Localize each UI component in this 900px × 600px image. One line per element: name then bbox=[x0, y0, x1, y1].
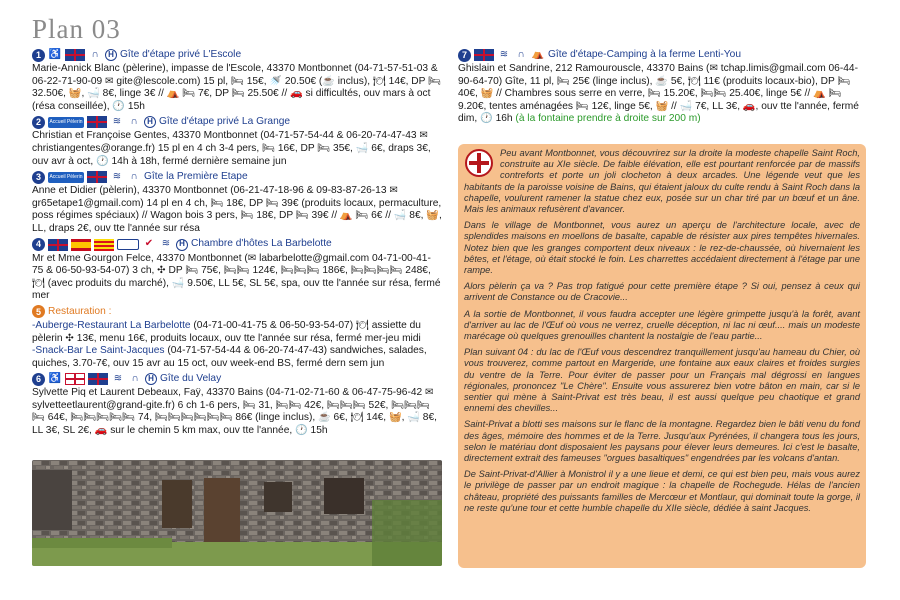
entry-1 bbox=[32, 48, 442, 113]
h-circle-icon: H bbox=[144, 116, 156, 128]
entry-details: Marie-Annick Blanc (pèlerine), impasse de l'Escole, 43370 Montbonnet (04-71-57-51-03 & 06-22-71-90-09 ✉ gite@lescole.com) 15 pl, 🛏 15€, 🚿 20.50€ (☕ inclus), 🍽 14€, DP 🛏 32.50€, 🧺, 🛁 8€, linge 3€ // ⛺ 🛏 7€, DP 🛏 25.50€ // 🚗 si difficultés, ouv mars à oct (résa conseillée), 🕐 15h bbox=[32, 63, 442, 112]
horseshoe-icon: ∩ bbox=[91, 48, 99, 60]
wifi-icon: ≋ bbox=[112, 116, 122, 128]
narrative-paragraph: Dans le village de Montbonnet, vous aurez un aperçu de l'architecture locale, avec de splendides maisons en moellons de basalte, capable de résister aux pires tempêtes hivernales. Notez bien que les granges comportent deux niveaux : le rez-de-chaussée, où hivernaient les bêtes, et l'étage, où était stocké le foin. Les charrettes accédaient directement à l'étage par une rampe. bbox=[464, 220, 860, 276]
entry-name: Gîte d'étape-Camping à la ferme Lenti-You bbox=[548, 48, 741, 60]
credit-card-icon bbox=[117, 239, 139, 250]
entry-2 bbox=[32, 115, 442, 168]
village-photo bbox=[32, 460, 442, 566]
uk-flag-icon bbox=[48, 239, 68, 251]
entry-details bbox=[458, 63, 866, 126]
uk-flag-icon bbox=[87, 171, 107, 183]
wheelchair-icon: ♿ bbox=[48, 48, 62, 60]
h-circle-icon: H bbox=[145, 373, 157, 385]
entry-name: Gîte du Velay bbox=[160, 372, 222, 384]
narrative-paragraph: Plan suivant 04 : du lac de l'Œuf vous descendrez tranquillement jusqu'au hameau du Chier, où vous trouverez, comme partout en Margeride, une fontaine aux eaux claires et froides surgies du ventre de la Terre. Pour éviter de passer pour un Français mal dégrossi en langues régionales, prononcez "Le Chère". Ensuite vous assurerez bien votre bâton en main, car si le sentier qui mène à Saint-Privat est très beau, il est aussi quelque peu chaotique et grand ennemi des chevilles... bbox=[464, 347, 860, 414]
h-circle-icon: H bbox=[105, 49, 117, 61]
restaurant-name: -Auberge-Restaurant La Barbelotte bbox=[32, 319, 191, 331]
uk-flag-icon bbox=[87, 116, 107, 128]
left-column bbox=[32, 48, 442, 440]
wheelchair-icon: ♿ bbox=[48, 372, 62, 384]
number-badge: 3 bbox=[32, 171, 45, 184]
entry-7 bbox=[458, 48, 866, 126]
horseshoe-icon: ∩ bbox=[131, 372, 139, 384]
number-badge: 2 bbox=[32, 116, 45, 129]
wifi-icon: ≋ bbox=[112, 170, 122, 182]
entry-details: Sylvette Piq et Laurent Debeaux, Faÿ, 43370 Bains (04-71-02-71-60 & 06-47-75-96-42 ✉ sylvetteetlaurent@grand-gite.fr) 6 ch 1-6 pers, 🛏 31, 🛏🛏 42€, 🛏🛏🛏 52€, 🛏🛏🛏🛏 64€, 🛏🛏🛏🛏🛏 74, 🛏🛏🛏🛏🛏🛏 86€ (linge inclus), ☕ 6€, 🍽 14€, 🧺, 🛁 8€, LL 3€, SL 2€, 🚗 sur le chemin 5 km max, ouv tte l'année, 🕐 15h bbox=[32, 387, 437, 437]
entry-6-header bbox=[32, 372, 442, 386]
spain-flag-icon bbox=[71, 239, 91, 251]
narrative-paragraph: A la sortie de Montbonnet, il vous faudra accepter une légère grimpette jusqu'à la forêt, avant d'arriver au lac de l'Œuf où vous ne verrez, cruelle déception, ni lac ni œuf.... mais un modeste marécage où quelques grenouilles chantent la nostalgie de l'eau partie... bbox=[464, 308, 860, 342]
number-badge: 6 bbox=[32, 373, 45, 386]
entry-7-header bbox=[458, 48, 866, 62]
narrative-text: Peu avant Montbonnet, vous découvrirez sur la droite la modeste chapelle Saint Roch, construite au XIe siècle. De faible élévation, elle est pourtant renforcée par de massifs contreforts et porte un joli clocheton à deux arcades. Une légende veut que les habitants de la paroisse voisine de Bains, qui étaient jaloux du culte rendu à Saint Roch dans la chapelle, voulurent ramener la statue chez eux, posée sur un char tiré par un bœuf et un âne. Mais les animaux refusèrent d'avancer. bbox=[464, 148, 860, 215]
narrative-paragraph: Alors pèlerin ça va ? Pas trop fatigué pour cette première étape ? Si oui, pensez à ceux qui arrivent de Constance ou de Cracovie... bbox=[464, 281, 860, 303]
stone-house-image bbox=[32, 460, 442, 566]
restaurant-details: (04-71-57-54-44 & 06-20-74-47-43) sandwiches, salades, quiches, 3.70-7€, ouv 15 avr au 15 oct, ouv week-end BS, fermé dern sem jun bbox=[32, 345, 427, 369]
entry-name: Gîte la Première Etape bbox=[144, 170, 248, 182]
guernsey-flag-icon bbox=[65, 373, 85, 385]
entry-4-header bbox=[32, 238, 442, 252]
entry-3-header bbox=[32, 170, 442, 184]
horseshoe-icon: ∩ bbox=[517, 48, 525, 60]
catalonia-flag-icon bbox=[94, 239, 114, 251]
accueil-pelerin-badge: Accueil Pèlerin bbox=[48, 172, 84, 183]
restaurant-details: (04-71-00-41-75 & 06-50-93-54-07) 🍽 assiette du pèlerin ✣ 13€, menu 16€, produits locaux, ouv tte l'année sur résa, fermé mer-jeu midi bbox=[32, 319, 421, 344]
restauration-heading: Restauration : bbox=[48, 305, 112, 317]
uk-flag-icon bbox=[474, 49, 494, 61]
entry-name: Gîte d'étape privé La Grange bbox=[159, 116, 291, 128]
narrative-paragraph: De Saint-Privat-d'Allier à Monistrol il y a une lieue et demi, ce qui est bien peu, mais vous aurez le privilège de passer par un endroit magique : la chapelle de Rochegude. Hélas de l'ancien château, propriété des puissants familles de Mercœur et Montlaur, qui dominait toute la gorge, il ne reste qu'une tour et cette humble chapelle du XIIe siècle, dédiée à saint Jacques. bbox=[464, 469, 860, 513]
entry-4 bbox=[32, 238, 442, 303]
entry-name: Gîte d'étape privé L'Escole bbox=[120, 48, 242, 60]
wifi-icon: ≋ bbox=[499, 48, 509, 60]
accueil-pelerin-badge: Accueil Pèlerin bbox=[48, 117, 84, 128]
number-badge: 7 bbox=[458, 49, 471, 62]
saint-jacques-emblem-icon bbox=[464, 148, 494, 178]
number-badge: 4 bbox=[32, 238, 45, 251]
entry-details: Mr et Mme Gourgon Felce, 43370 Montbonnet (✉ labarbelotte@gmail.com 04-71-00-41-75 & 06-50-93-54-07) 3 ch, ✣ DP 🛏 75€, 🛏🛏 124€, 🛏🛏🛏 186€, 🛏🛏🛏🛏 248€, 🍽 (avec produits du marché), 🛁 9.50€, LL 5€, SL 5€, spa, ouv tte l'année sur résa, fermé mer bbox=[32, 252, 441, 302]
narrative-paragraph: Saint-Privat a blotti ses maisons sur le flanc de la montagne. Regardez bien le bâti venu du fond des âges, mémoire des hommes et de la Terre. Jusqu'aux Pyrénées, il changera tous les jours, selon le matériau dont disposaient les paysans pour élever leurs demeures. Ici c'est le basalte, directement extrait des fameuses "orgues basaltiques" engendrées par les volcans d'antan. bbox=[464, 419, 860, 464]
entry-5-header bbox=[32, 305, 442, 319]
narrative-paragraph bbox=[464, 148, 860, 215]
entry-details: Anne et Didier (pèlerin), 43370 Montbonnet (06-21-47-18-96 & 09-83-87-26-13 ✉ gr65etape1@gmail.com) 14 pl en 4 ch, 🛏 18€, DP 🛏 39€ (produits locaux, permaculture, poss régimes spéciaux) // Wagon bois 3 pers, 🛏 18€, DP 🛏 39€ // ⛺ 🛏 6€ // 🛁 8€, 🧺, LL, draps 2€, ouv tte l'année sur résa bbox=[32, 185, 442, 234]
h-circle-icon: H bbox=[176, 239, 188, 251]
entry-1-header bbox=[32, 48, 442, 62]
wifi-icon: ≋ bbox=[161, 238, 171, 250]
entry-details-text: Ghislain et Sandrine, 212 Ramourouscle, 43370 Bains (✉ tchap.limis@gmail.com 06-44-90-64-70) Gîte, 11 pl, 🛏 25€ (linge inclus), ☕ 5€, 🍽 11€ (produits locaux-bio), DP 🛏 40€, 🧺 // Chambres sous serre en verre, 🛏 15.20€, 🛏🛏 25.40€, linge 5€ // ⛺ 🛏 9.20€, tentes aménagées 🛏 12€, linge 5€, 🧺 // 🛁 7€, LL 3€, 🚗, ouv tte l'année, fermé dim, 🕐 16h bbox=[458, 63, 859, 125]
uk-flag-icon bbox=[88, 373, 108, 385]
narrative-box bbox=[458, 144, 866, 568]
restaurant-item bbox=[32, 320, 442, 345]
entry-name: Chambre d'hôtes La Barbelotte bbox=[191, 238, 332, 250]
page-title: Plan 03 bbox=[32, 14, 121, 44]
uk-flag-icon bbox=[65, 49, 85, 61]
entry-2-header bbox=[32, 115, 442, 129]
ancv-icon: ✔ bbox=[144, 238, 154, 250]
entry-details: Christian et Françoise Gentes, 43370 Montbonnet (04-71-57-54-44 & 06-20-74-47-43 ✉ christiangentes@orange.fr) 15 pl en 4 ch 3-4 pers, 🛏 16€, DP 🛏 35€, 🛁 6€, draps 3€, ouv avr à oct, 🕐 14h à 18h, fermé dernière semaine jun bbox=[32, 130, 431, 167]
right-column bbox=[458, 48, 866, 128]
entry-3 bbox=[32, 170, 442, 235]
horseshoe-icon: ∩ bbox=[130, 170, 138, 182]
number-badge: 1 bbox=[32, 49, 45, 62]
direction-note: (à la fontaine prendre à droite sur 200 m) bbox=[515, 113, 701, 125]
entry-6 bbox=[32, 372, 442, 437]
wifi-icon: ≋ bbox=[113, 372, 123, 384]
restaurant-name: -Snack-Bar Le Saint-Jacques bbox=[32, 345, 165, 357]
restaurant-item bbox=[32, 345, 442, 370]
camping-icon: ⛺ bbox=[531, 48, 545, 60]
number-badge: 5 bbox=[32, 305, 45, 318]
horseshoe-icon: ∩ bbox=[130, 116, 138, 128]
entry-5 bbox=[32, 305, 442, 370]
